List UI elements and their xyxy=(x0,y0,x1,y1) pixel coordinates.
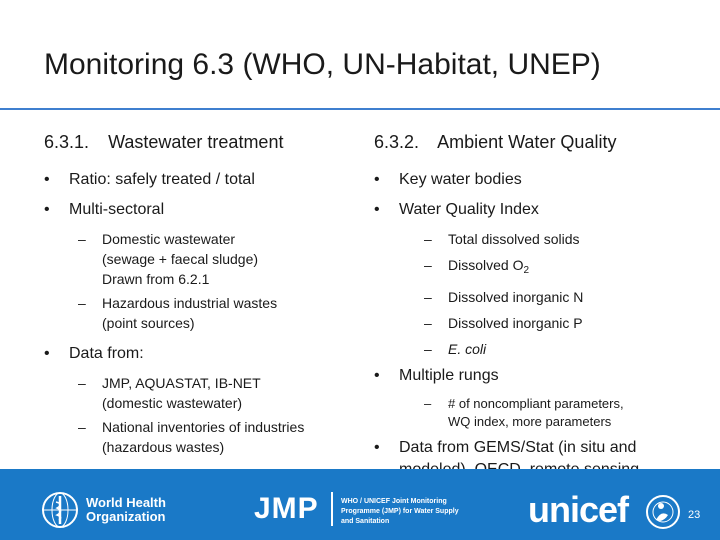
left-sublist-1 xyxy=(44,229,354,333)
sub-item-text: Total dissolved solids xyxy=(448,231,580,247)
list-item xyxy=(424,339,704,359)
right-bullet-2-text: Water Quality Index xyxy=(399,201,539,218)
jmp-separator xyxy=(331,492,333,526)
subscript: 2 xyxy=(523,265,530,276)
list-item xyxy=(424,395,704,431)
jmp-logo: JMP xyxy=(254,492,319,525)
list-item xyxy=(78,293,354,333)
dash-icon: – xyxy=(78,419,86,435)
dash-icon: – xyxy=(78,295,86,311)
left-bullet-1 xyxy=(44,169,354,191)
sub-item-line: National inventories of industries xyxy=(102,419,305,435)
bullet-icon: • xyxy=(374,367,380,384)
dash-icon: – xyxy=(424,341,432,357)
left-heading-number: 6.3.1. xyxy=(44,132,90,152)
dash-icon: – xyxy=(424,396,432,411)
right-heading xyxy=(374,132,704,153)
bullet-icon: • xyxy=(44,171,50,188)
sub-item-line: (domestic wastewater) xyxy=(102,395,243,411)
bullet-icon: • xyxy=(44,345,50,362)
sub-item-text: Dissolved O xyxy=(448,257,524,273)
jmp-desc-line: WHO / UNICEF Joint Monitoring xyxy=(341,498,447,505)
sub-item-text: Dissolved inorganic N xyxy=(448,289,584,305)
left-heading-text: Wastewater treatment xyxy=(108,132,284,152)
who-line: World Health xyxy=(86,495,166,510)
who-wordmark xyxy=(86,496,166,524)
left-bullet-2 xyxy=(44,199,354,221)
list-item xyxy=(78,229,354,289)
page-number: 23 xyxy=(688,509,701,521)
right-bullet-3 xyxy=(374,365,704,387)
dash-icon: – xyxy=(424,289,432,305)
slide-title: Monitoring 6.3 (WHO, UN-Habitat, UNEP) xyxy=(44,48,601,81)
sub-item-line: Domestic wastewater xyxy=(102,231,236,247)
sub-item-line: # of noncompliant parameters, xyxy=(448,396,624,411)
list-item xyxy=(424,287,704,307)
right-column xyxy=(374,132,704,489)
sub-item-line: (point sources) xyxy=(102,315,195,331)
left-sublist-2 xyxy=(44,373,354,457)
left-bullet-2-text: Multi-sectoral xyxy=(69,201,165,218)
dash-icon: – xyxy=(78,231,86,247)
unicef-logo: unicef xyxy=(528,489,629,530)
title-divider xyxy=(0,108,720,110)
sub-item-line: JMP, AQUASTAT, IB-NET xyxy=(102,375,261,391)
who-logo xyxy=(40,490,166,530)
list-item xyxy=(78,373,354,413)
left-bullet-3-text: Data from: xyxy=(69,345,144,362)
right-bullet-1-text: Key water bodies xyxy=(399,171,522,188)
sub-item-text: E. coli xyxy=(448,341,487,357)
jmp-desc-line: and Sanitation xyxy=(341,518,390,525)
sub-item-line: WQ index, more parameters xyxy=(448,414,612,429)
list-item xyxy=(424,255,704,281)
list-item xyxy=(424,313,704,333)
sub-item-line: Hazardous industrial wastes xyxy=(102,295,278,311)
list-item xyxy=(78,417,354,457)
right-bullet-2 xyxy=(374,199,704,221)
left-heading xyxy=(44,132,354,153)
dash-icon: – xyxy=(78,375,86,391)
left-bullet-3 xyxy=(44,343,354,365)
sub-item-line: (hazardous wastes) xyxy=(102,439,225,455)
right-sublist-2 xyxy=(374,395,704,431)
sub-item-line: Drawn from 6.2.1 xyxy=(102,271,210,287)
right-bullet-4-line: Data from GEMS/Stat (in situ and xyxy=(399,439,637,456)
left-column xyxy=(44,132,354,461)
sub-item-line: (sewage + faecal sludge) xyxy=(102,251,259,267)
right-bullet-3-text: Multiple rungs xyxy=(399,367,499,384)
right-sublist-1 xyxy=(374,229,704,359)
bullet-icon: • xyxy=(374,439,380,456)
bullet-icon: • xyxy=(374,201,380,218)
dash-icon: – xyxy=(424,315,432,331)
dash-icon: – xyxy=(424,257,432,273)
jmp-description xyxy=(341,497,481,527)
sub-item-text: Dissolved inorganic P xyxy=(448,315,583,331)
who-emblem-icon xyxy=(40,490,80,530)
right-heading-number: 6.3.2. xyxy=(374,132,420,152)
right-heading-text: Ambient Water Quality xyxy=(437,132,617,152)
list-item xyxy=(424,229,704,249)
who-line: Organization xyxy=(86,509,166,524)
jmp-desc-line: Programme (JMP) for Water Supply xyxy=(341,508,459,515)
bullet-icon: • xyxy=(44,201,50,218)
left-bullet-1-text: Ratio: safely treated / total xyxy=(69,171,255,188)
unicef-emblem-icon xyxy=(644,493,682,531)
right-bullet-1 xyxy=(374,169,704,191)
bullet-icon: • xyxy=(374,171,380,188)
dash-icon: – xyxy=(424,231,432,247)
